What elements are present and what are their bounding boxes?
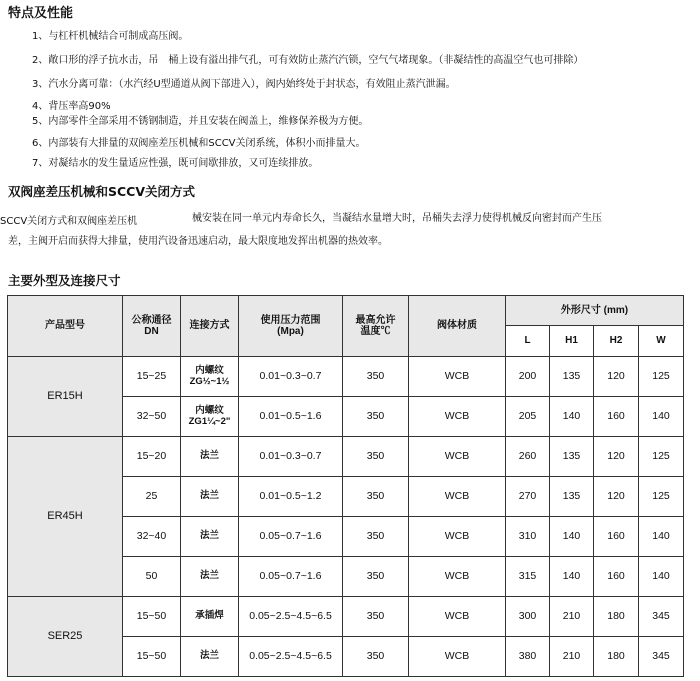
H1-cell: 140	[550, 517, 594, 557]
sccv-label: SCCV关闭方式和双阀座差压机	[0, 216, 138, 227]
pressure-cell: 0.05~0.7~1.6	[239, 557, 343, 597]
header-pressure: 使用压力范围 (Mpa)	[239, 296, 343, 357]
connection-cell: 法兰	[181, 517, 239, 557]
section-title-dimensions: 主要外型及连接尺寸	[8, 273, 121, 288]
connection-cell: 法兰	[181, 557, 239, 597]
table-row	[8, 437, 684, 477]
temp-cell: 350	[343, 517, 409, 557]
feature-item: 1、与杠杆机械结合可制成高压阀。	[32, 31, 189, 42]
H2-cell: 120	[594, 357, 639, 397]
sccv-paragraph-line2: 差，主阀开启而获得大排量，使用汽设备迅速启动，最大限度地发挥出机器的热效率。	[8, 236, 388, 247]
feature-item: 3、汽水分离可靠：（水汽经U型通道从阀下部进入），阀内始终处于封状态，有效阻止蒸汽泄漏。	[32, 79, 456, 90]
connection-cell: 承插焊	[181, 597, 239, 637]
temp-cell: 350	[343, 597, 409, 637]
model-cell: SER25	[8, 597, 123, 677]
header-L: L	[506, 326, 550, 357]
pressure-cell: 0.01~0.5~1.2	[239, 477, 343, 517]
dn-cell: 15~50	[123, 597, 181, 637]
header-dn: 公称通径 DN	[123, 296, 181, 357]
header-connection: 连接方式	[181, 296, 239, 357]
header-H1: H1	[550, 326, 594, 357]
dn-cell: 32~50	[123, 397, 181, 437]
L-cell: 380	[506, 637, 550, 677]
L-cell: 270	[506, 477, 550, 517]
H2-cell: 180	[594, 597, 639, 637]
H2-cell: 120	[594, 477, 639, 517]
dn-cell: 15~50	[123, 637, 181, 677]
material-cell: WCB	[409, 397, 506, 437]
H2-cell: 120	[594, 437, 639, 477]
table-row	[8, 357, 684, 397]
material-cell: WCB	[409, 517, 506, 557]
header-H2: H2	[594, 326, 639, 357]
H1-cell: 135	[550, 357, 594, 397]
pressure-cell: 0.05~0.7~1.6	[239, 517, 343, 557]
pressure-cell: 0.05~2.5~4.5~6.5	[239, 637, 343, 677]
model-cell: ER15H	[8, 357, 123, 437]
temp-cell: 350	[343, 397, 409, 437]
W-cell: 140	[639, 397, 684, 437]
connection-cell: 法兰	[181, 637, 239, 677]
pressure-cell: 0.05~2.5~4.5~6.5	[239, 597, 343, 637]
temp-cell: 350	[343, 557, 409, 597]
header-dimensions: 外形尺寸 (mm)	[506, 296, 684, 326]
connection-cell: 内螺纹 ZG1¼~2"	[181, 397, 239, 437]
material-cell: WCB	[409, 357, 506, 397]
H1-cell: 140	[550, 557, 594, 597]
material-cell: WCB	[409, 477, 506, 517]
temp-cell: 350	[343, 357, 409, 397]
H1-cell: 135	[550, 437, 594, 477]
W-cell: 125	[639, 357, 684, 397]
W-cell: 140	[639, 517, 684, 557]
dn-cell: 50	[123, 557, 181, 597]
L-cell: 300	[506, 597, 550, 637]
material-cell: WCB	[409, 637, 506, 677]
L-cell: 260	[506, 437, 550, 477]
header-material: 阀体材质	[409, 296, 506, 357]
H1-cell: 135	[550, 477, 594, 517]
material-cell: WCB	[409, 437, 506, 477]
H1-cell: 210	[550, 637, 594, 677]
W-cell: 125	[639, 477, 684, 517]
W-cell: 140	[639, 557, 684, 597]
pressure-cell: 0.01~0.3~0.7	[239, 437, 343, 477]
feature-item: 4、背压率高90%	[32, 101, 111, 112]
pressure-cell: 0.01~0.3~0.7	[239, 357, 343, 397]
table-row	[8, 597, 684, 637]
features-title: 特点及性能	[8, 6, 74, 21]
H1-cell: 140	[550, 397, 594, 437]
H2-cell: 160	[594, 517, 639, 557]
temp-cell: 350	[343, 437, 409, 477]
model-cell: ER45H	[8, 437, 123, 597]
header-W: W	[639, 326, 684, 357]
material-cell: WCB	[409, 597, 506, 637]
H2-cell: 180	[594, 637, 639, 677]
L-cell: 205	[506, 397, 550, 437]
sccv-paragraph-line1: 械安装在同一单元内寿命长久，当凝结水量增大时，吊桶失去浮力使得机械反向密封而产生压	[192, 213, 602, 224]
spec-table	[7, 295, 684, 677]
feature-item: 6、内部装有大排量的双阀座差压机械和SCCV关闭系统，体积小而排量大。	[32, 138, 366, 149]
temp-cell: 350	[343, 637, 409, 677]
connection-cell: 法兰	[181, 477, 239, 517]
H2-cell: 160	[594, 397, 639, 437]
dn-cell: 32~40	[123, 517, 181, 557]
connection-cell: 内螺纹 ZG½~1½	[181, 357, 239, 397]
L-cell: 310	[506, 517, 550, 557]
temp-cell: 350	[343, 477, 409, 517]
W-cell: 345	[639, 597, 684, 637]
W-cell: 125	[639, 437, 684, 477]
feature-item: 2、敞口形的浮子抗水击，吊 桶上设有溢出排气孔，可有效防止蒸汽汽锁，空气气堵现象。（非凝结性的高温空气也可排除）	[32, 55, 584, 66]
L-cell: 200	[506, 357, 550, 397]
header-temperature: 最高允许 温度℃	[343, 296, 409, 357]
connection-cell: 法兰	[181, 437, 239, 477]
dn-cell: 15~20	[123, 437, 181, 477]
feature-item: 5、内部零件全部采用不锈钢制造，并且安装在阀盖上，维修保养极为方便。	[32, 116, 369, 127]
pressure-cell: 0.01~0.5~1.6	[239, 397, 343, 437]
W-cell: 345	[639, 637, 684, 677]
section-title-sccv: 双阀座差压机械和SCCV关闭方式	[8, 184, 196, 199]
header-model: 产品型号	[8, 296, 123, 357]
dn-cell: 15~25	[123, 357, 181, 397]
dn-cell: 25	[123, 477, 181, 517]
feature-item: 7、对凝结水的发生量适应性强，既可间歇排放，又可连续排放。	[32, 158, 319, 169]
H1-cell: 210	[550, 597, 594, 637]
H2-cell: 160	[594, 557, 639, 597]
L-cell: 315	[506, 557, 550, 597]
material-cell: WCB	[409, 557, 506, 597]
